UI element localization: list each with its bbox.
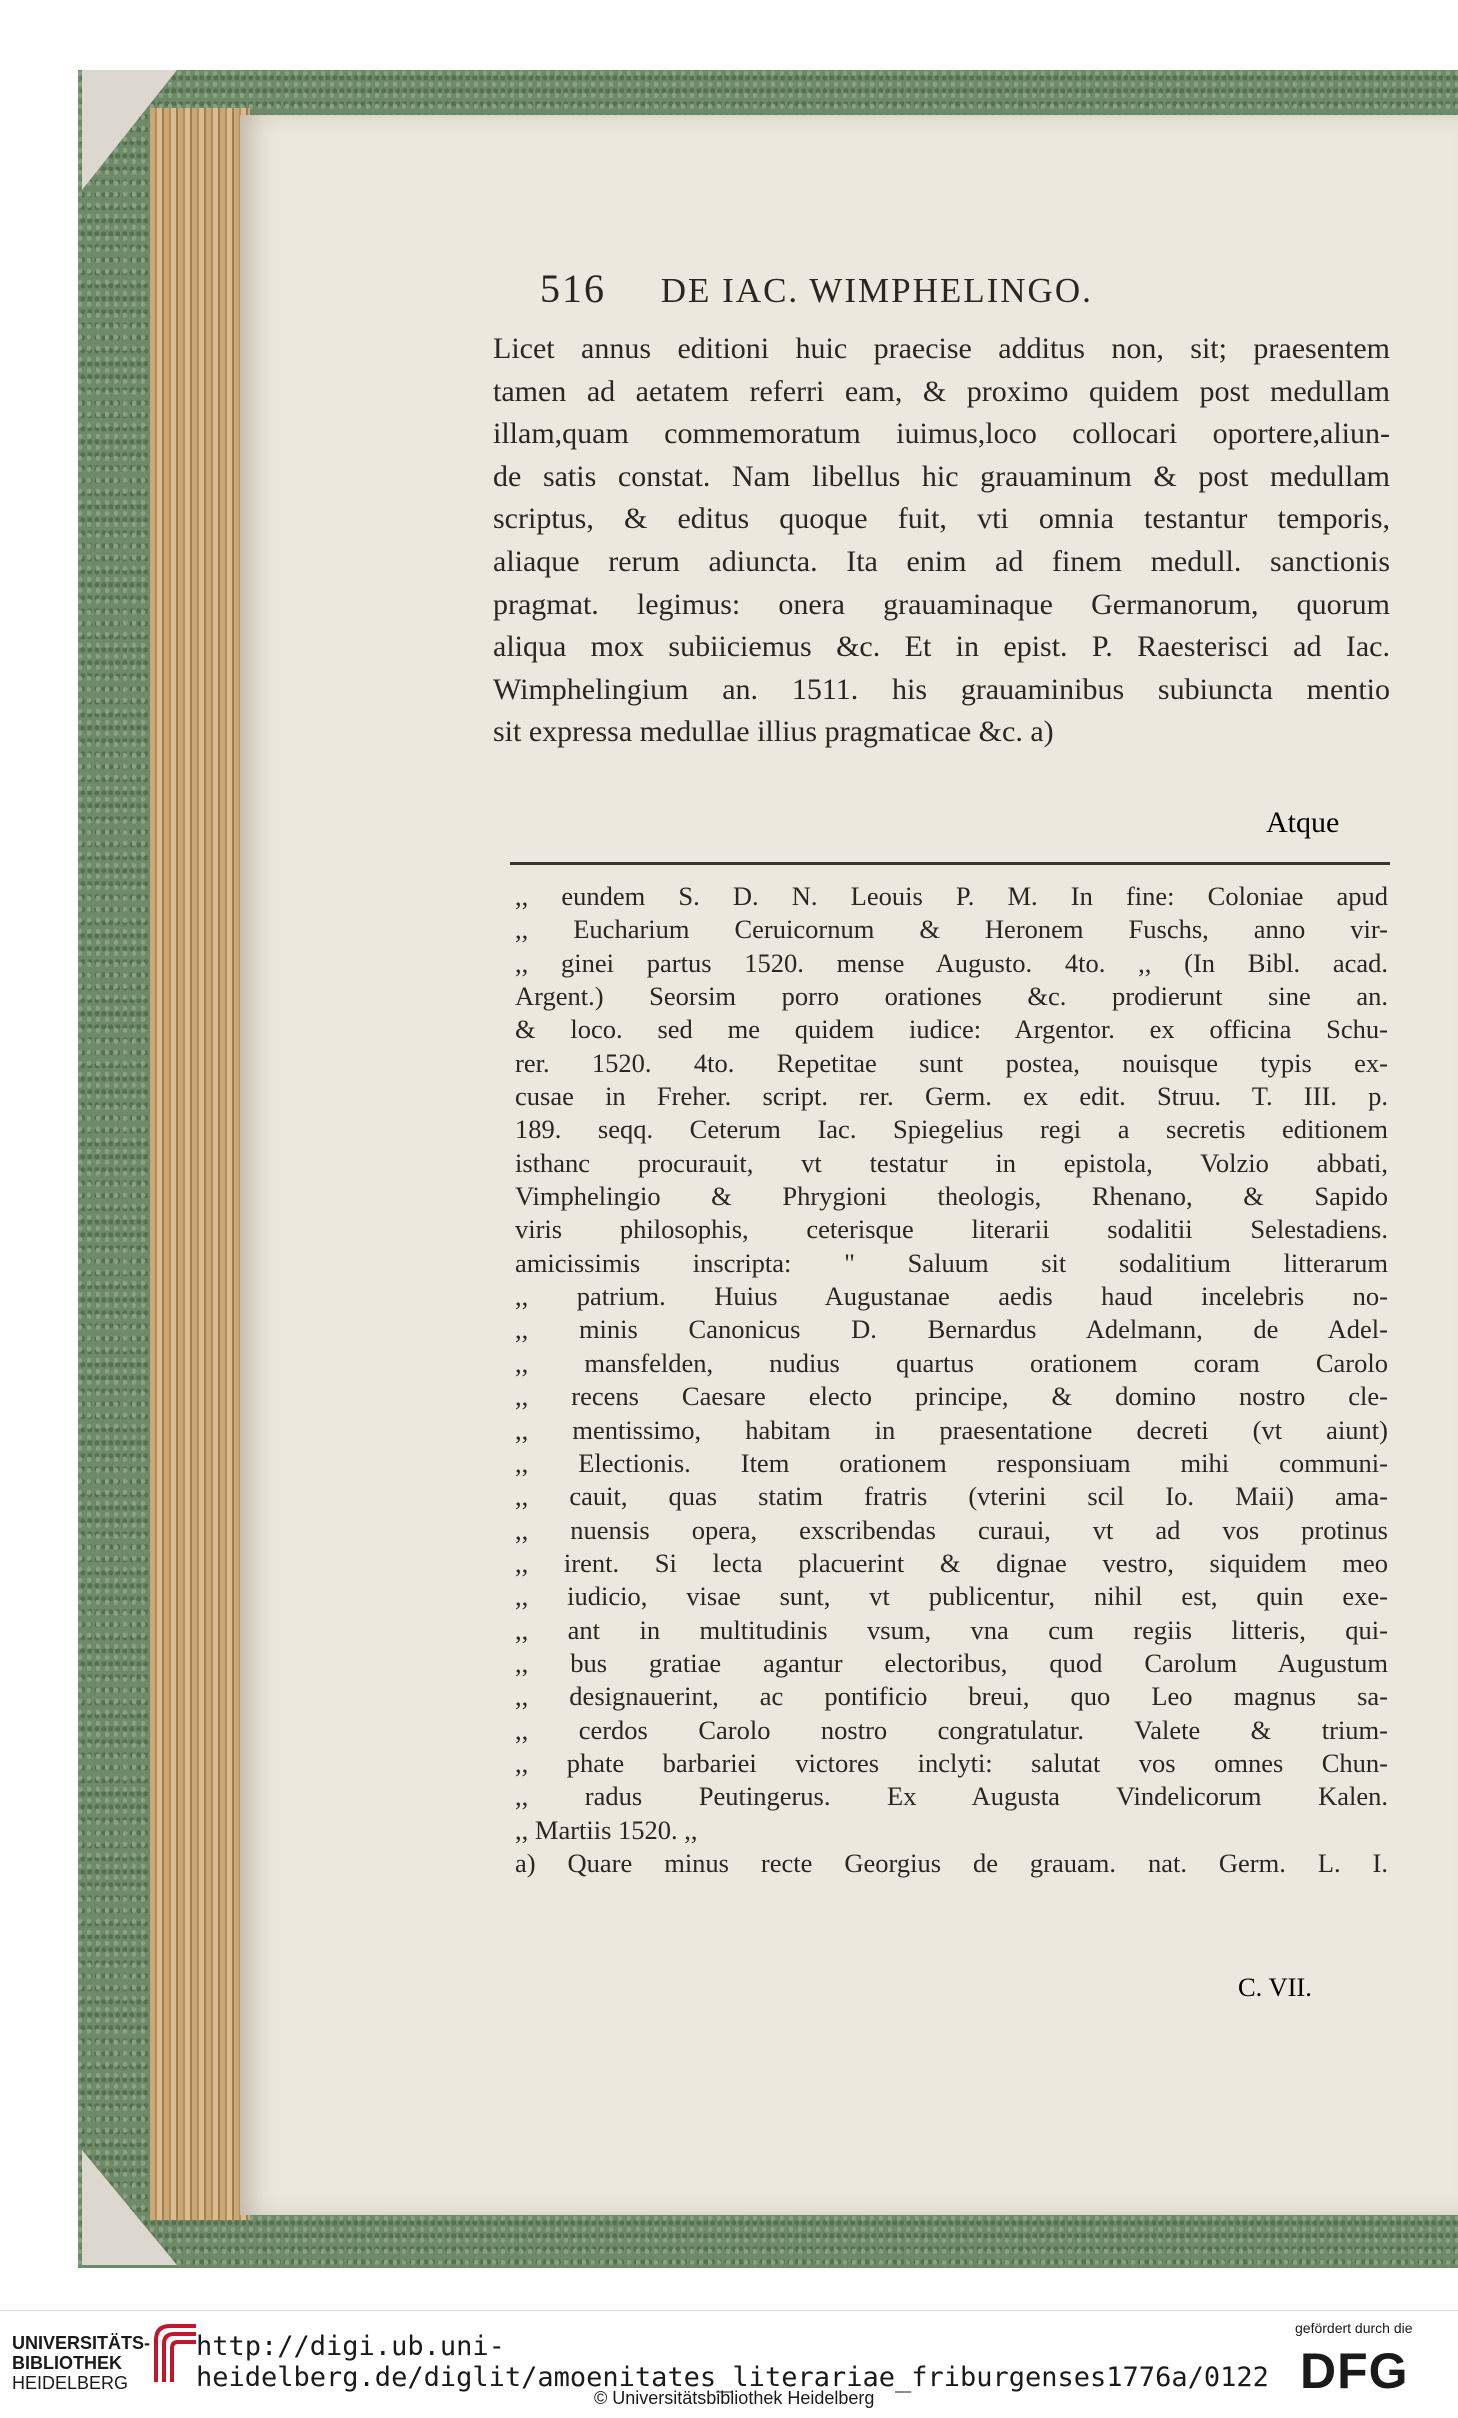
note-line: ,, irent. Si lecta placuerint & dignae vestro, siquidem meo [515,1547,1388,1578]
note-line: ,, mentissimo, habitam in praesentatione decreti (vt aiunt) [515,1414,1388,1445]
text-line: aliqua mox subiiciemus &c. Et in epist. P. Raesterisci ad Iac. [493,630,1390,664]
note-line: Argent.) Seorsim porro orationes &c. prodierunt sine an. [515,981,1388,1012]
library-logo-text [12,2333,150,2393]
note-line: ,, cerdos Carolo nostro congratulatur. Valete & trium- [515,1714,1388,1745]
note-line: ,, cauit, quas statim fratris (vterini scil Io. Maii) ama- [515,1481,1388,1512]
main-text [493,328,1390,754]
copyright-text: © Universitätsbibliothek Heidelberg [594,2388,875,2408]
text-line: pragmat. legimus: onera grauaminaque Germanorum, quorum [493,587,1390,621]
note-line: ,, recens Caesare electo principe, & domino nostro cle- [515,1381,1388,1412]
footnote-rule [510,862,1390,865]
note-catchword: C. VII. [1238,1972,1312,2002]
funded-by-label: gefördert durch die [1295,2320,1413,2336]
note-line: ,, bus gratiae agantur electoribus, quod Carolum Augustum [515,1647,1388,1678]
note-line: ,, phate barbariei victores inclyti: salutat vos omnes Chun- [515,1747,1388,1778]
library-name-3: HEIDELBERG [12,2373,129,2393]
note-line: amicissimis inscripta: " Saluum sit sodalitium litterarum [515,1247,1388,1278]
page-number: 516 [540,266,606,311]
footnotes [515,880,1388,1880]
note-line: ,, ginei partus 1520. mense Augusto. 4to. ,, (In Bibl. acad. [515,947,1388,978]
running-header [540,265,1420,312]
note-line: 189. seqq. Ceterum Iac. Spiegelius regi a secretis editionem [515,1114,1388,1145]
note-line: ,, Electionis. Item orationem responsiuam mihi communi- [515,1447,1388,1478]
note-line: ,, designauerint, ac pontificio breui, quo Leo magnus sa- [515,1681,1388,1712]
text-line: illam,quam commemoratum iuimus,loco collocari oportere,aliun- [493,417,1390,451]
note-line: rer. 1520. 4to. Repetitae sunt postea, nouisque typis ex- [515,1047,1388,1078]
note-line: ,, iudicio, visae sunt, vt publicentur, nihil est, quin exe- [515,1581,1388,1612]
note-line: a) Quare minus recte Georgius de grauam. nat. Germ. L. I. [515,1847,1388,1878]
library-logo-icon [148,2320,202,2390]
text-line: de satis constat. Nam libellus hic grauaminum & post medullam [493,459,1390,493]
note-line: ,, mansfelden, nudius quartus orationem coram Carolo [515,1347,1388,1378]
note-line: ,, patrium. Huius Augustanae aedis haud incelebris no- [515,1281,1388,1312]
text-line: Wimphelingium an. 1511. his grauaminibus subiuncta mentio [493,672,1390,706]
library-name-1: UNIVERSITÄTS- [12,2333,151,2353]
note-line: ,, ant in multitudinis vsum, vna cum regiis litteris, qui- [515,1614,1388,1645]
note-line: ,, radus Peutingerus. Ex Augusta Vindelicorum Kalen. [515,1781,1388,1812]
note-line: isthanc procurauit, vt testatur in epistola, Volzio abbati, [515,1147,1388,1178]
note-line: viris philosophis, ceterisque literarii sodalitii Selestadiens. [515,1214,1388,1245]
text-line: aliaque rerum adiuncta. Ita enim ad finem medull. sanctionis [493,544,1390,578]
dfg-logo: DFG [1300,2343,1409,2399]
permalink-url[interactable]: http://digi.ub.uni-heidelberg.de/diglit/amoenitates_literariae_friburgenses1776a/0122 [196,2331,1269,2393]
text-line: scriptus, & editus quoque fuit, vti omnia testantur temporis, [493,502,1390,536]
catchword: Atque [1266,806,1340,839]
note-line: & loco. sed me quidem iudice: Argentor. ex officina Schu- [515,1014,1388,1045]
note-line: ,, minis Canonicus D. Bernardus Adelmann, de Adel- [515,1314,1388,1345]
text-line: tamen ad aetatem referri eam, & proximo quidem post medullam [493,374,1390,408]
note-line: Vimphelingio & Phrygioni theologis, Rhenano, & Sapido [515,1181,1388,1212]
note-line: cusae in Freher. script. rer. Germ. ex edit. Struu. T. III. p. [515,1081,1388,1112]
text-line: Licet annus editioni huic praecise additus non, sit; praesentem [493,332,1390,365]
page-edges [150,108,250,2220]
note-line: ,, Martiis 1520. ,, [515,1814,698,1845]
text-line: sit expressa medullae illius pragmaticae &c. a) [493,715,1054,749]
note-line: ,, eundem S. D. N. Leouis P. M. In fine: Coloniae apud [515,881,1388,911]
running-head: DE IAC. WIMPHELINGO. [660,271,1093,310]
note-line: ,, Eucharium Ceruicornum & Heronem Fuschs, anno vir- [515,914,1388,945]
library-name-2: BIBLIOTHEK [12,2353,122,2373]
note-line: ,, nuensis opera, exscribendas curaui, vt ad vos protinus [515,1514,1388,1545]
